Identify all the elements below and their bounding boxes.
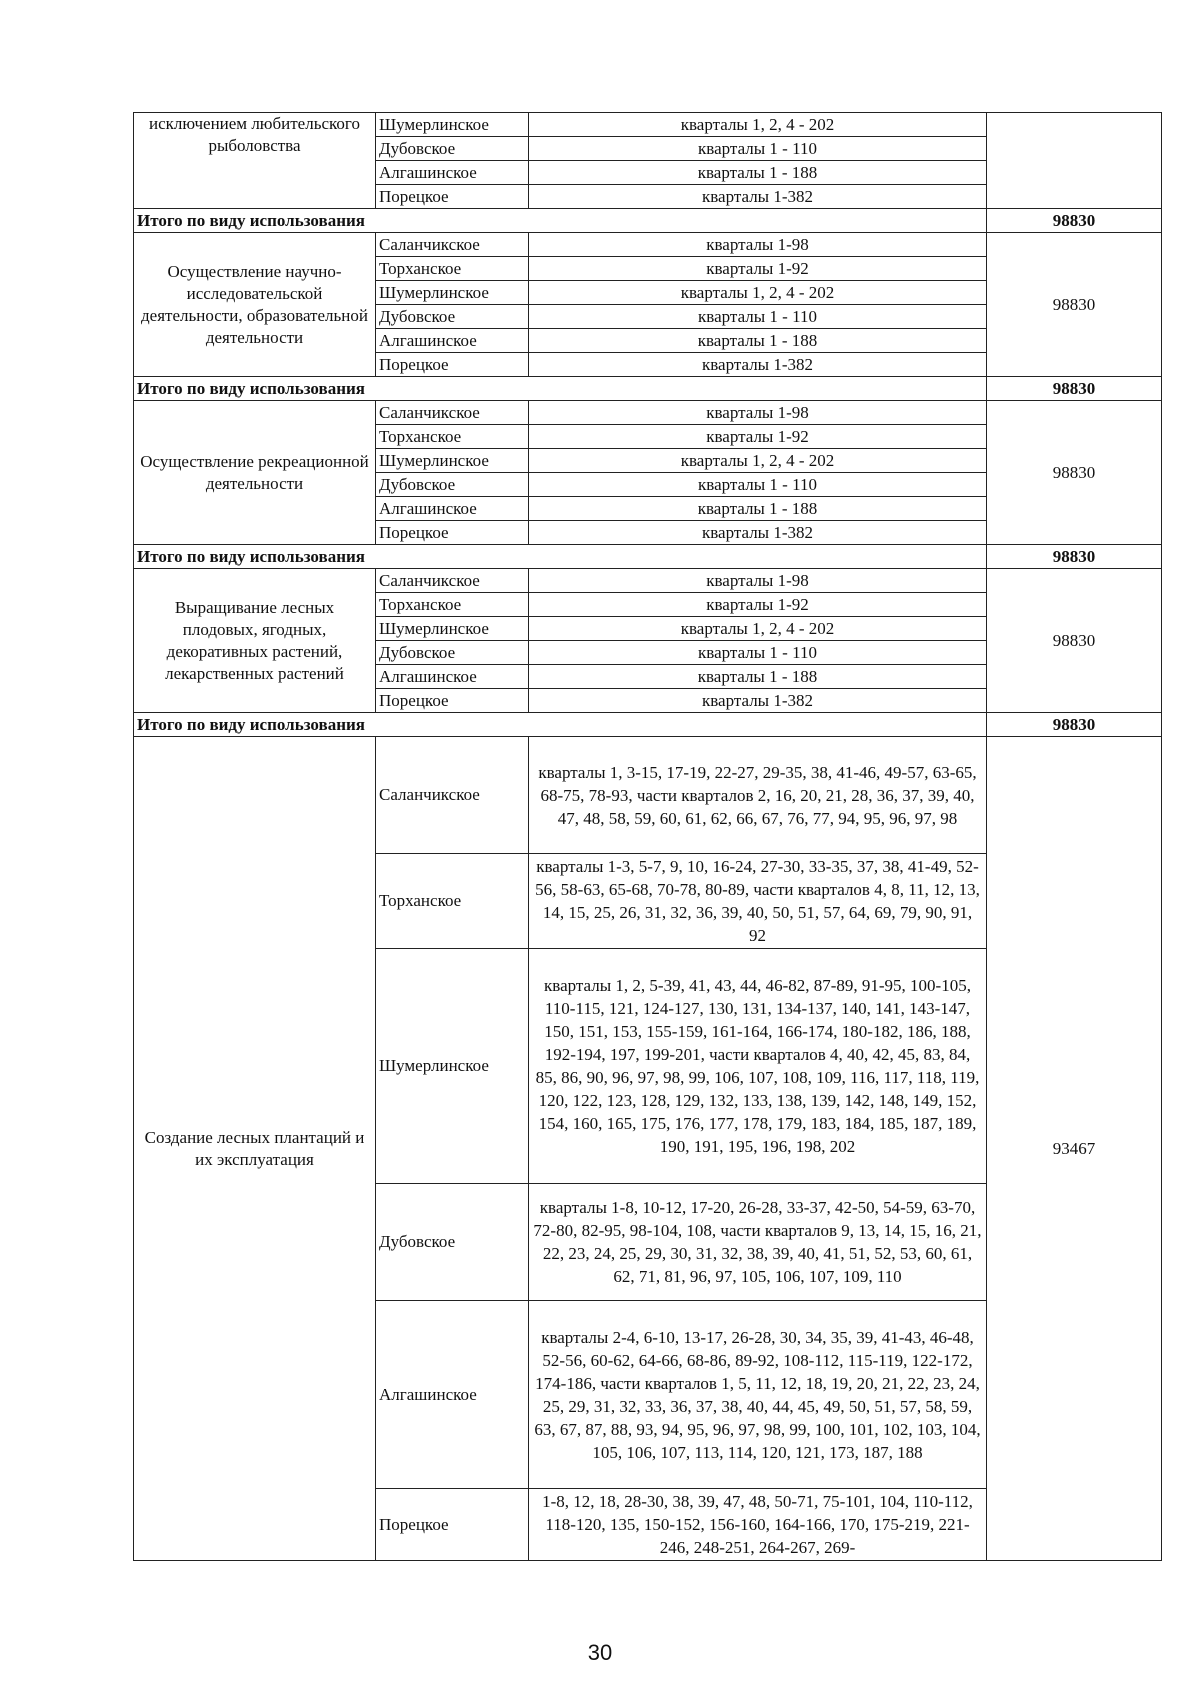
- forestry-cell: Торханское: [376, 425, 529, 449]
- table-row: [134, 569, 1162, 593]
- forestry-cell: Алгашинское: [376, 497, 529, 521]
- quarters-cell: кварталы 1, 2, 4 - 202: [529, 281, 987, 305]
- quarters-cell: кварталы 1-8, 10-12, 17-20, 26-28, 33-37, 42-50, 54-59, 63-70, 72-80, 82-95, 98-104, 108, части кварталов 9, 13, 14, 15, 16, 21, 22, 23, 24, 25, 29, 30, 31, 32, 38, 39, 40, 41, 51, 52, 53, 60, 61, 62, 71, 81, 96, 97, 105, 106, 107, 109, 110: [529, 1184, 987, 1301]
- forestry-cell: Дубовское: [376, 137, 529, 161]
- forestry-cell: Шумерлинское: [376, 449, 529, 473]
- use-type-cell: Создание лесных плантаций и их эксплуатация: [134, 737, 376, 1561]
- quarters-cell: кварталы 1 - 110: [529, 305, 987, 329]
- forestry-cell: Порецкое: [376, 353, 529, 377]
- area-cell: 98830: [987, 233, 1162, 377]
- quarters-cell: кварталы 1, 2, 5-39, 41, 43, 44, 46-82, 87-89, 91-95, 100-105, 110-115, 121, 124-127, 130, 131, 134-137, 140, 141, 143-147, 150, 151, 153, 155-159, 161-164, 166-174, 180-182, 186, 188, 192-194, 197, 199-201, части кварталов 4, 40, 42, 45, 83, 84, 85, 86, 90, 96, 97, 98, 99, 106, 107, 108, 109, 116, 117, 118, 119, 120, 122, 123, 128, 129, 132, 133, 138, 139, 142, 148, 149, 152, 154, 160, 165, 175, 176, 177, 178, 179, 183, 184, 185, 187, 189, 190, 191, 195, 196, 198, 202: [529, 949, 987, 1184]
- total-label: Итого по виду использования: [134, 545, 987, 569]
- total-label: Итого по виду использования: [134, 377, 987, 401]
- total-row: [134, 713, 1162, 737]
- forestry-cell: Дубовское: [376, 1184, 529, 1301]
- quarters-cell: кварталы 1 - 110: [529, 473, 987, 497]
- forestry-cell: Торханское: [376, 257, 529, 281]
- total-row: [134, 545, 1162, 569]
- forestry-cell: Порецкое: [376, 689, 529, 713]
- area-cell: 93467: [987, 737, 1162, 1561]
- forestry-cell: Саланчикское: [376, 569, 529, 593]
- forestry-cell: Алгашинское: [376, 329, 529, 353]
- quarters-cell: кварталы 1 - 110: [529, 137, 987, 161]
- quarters-cell: кварталы 1-382: [529, 185, 987, 209]
- forest-use-table: [133, 112, 1162, 1561]
- forestry-cell: Дубовское: [376, 641, 529, 665]
- use-type-cell: Осуществление рекреационной деятельности: [134, 401, 376, 545]
- table-row: [134, 737, 1162, 854]
- forestry-cell: Порецкое: [376, 521, 529, 545]
- table-row: [134, 401, 1162, 425]
- forestry-cell: Дубовское: [376, 473, 529, 497]
- quarters-cell: кварталы 1 - 110: [529, 641, 987, 665]
- quarters-cell: кварталы 1-92: [529, 257, 987, 281]
- use-type-cell: Осуществление научно-исследовательской деятельности, образовательной деятельности: [134, 233, 376, 377]
- total-value: 98830: [987, 209, 1162, 233]
- quarters-cell: кварталы 1-382: [529, 521, 987, 545]
- total-label: Итого по виду использования: [134, 713, 987, 737]
- forestry-cell: Саланчикское: [376, 401, 529, 425]
- forestry-cell: Алгашинское: [376, 1301, 529, 1489]
- total-row: [134, 377, 1162, 401]
- quarters-cell: кварталы 1-98: [529, 233, 987, 257]
- quarters-cell: кварталы 1-382: [529, 353, 987, 377]
- page-number: 30: [587, 1640, 613, 1665]
- total-value: 98830: [987, 545, 1162, 569]
- quarters-cell: кварталы 1-92: [529, 593, 987, 617]
- forestry-cell: Саланчикское: [376, 233, 529, 257]
- quarters-cell: кварталы 1-98: [529, 401, 987, 425]
- total-label: Итого по виду использования: [134, 209, 987, 233]
- quarters-cell: кварталы 1, 2, 4 - 202: [529, 617, 987, 641]
- quarters-cell: кварталы 1, 3-15, 17-19, 22-27, 29-35, 38, 41-46, 49-57, 63-65, 68-75, 78-93, части кварталов 2, 16, 20, 21, 28, 36, 37, 39, 40, 47, 48, 58, 59, 60, 61, 62, 66, 67, 76, 77, 94, 95, 96, 97, 98: [529, 737, 987, 854]
- table-row: [134, 113, 1162, 137]
- forestry-cell: Шумерлинское: [376, 617, 529, 641]
- forestry-cell: Торханское: [376, 854, 529, 949]
- forestry-cell: Торханское: [376, 593, 529, 617]
- total-value: 98830: [987, 713, 1162, 737]
- quarters-cell: кварталы 1-98: [529, 569, 987, 593]
- total-row: [134, 209, 1162, 233]
- forestry-cell: Алгашинское: [376, 665, 529, 689]
- total-value: 98830: [987, 377, 1162, 401]
- quarters-cell: кварталы 2-4, 6-10, 13-17, 26-28, 30, 34, 35, 39, 41-43, 46-48, 52-56, 60-62, 64-66, 68-86, 89-92, 108-112, 115-119, 122-172, 174-186, части кварталов 1, 5, 11, 12, 18, 19, 20, 21, 22, 23, 24, 25, 29, 31, 32, 33, 36, 37, 38, 40, 44, 45, 49, 50, 51, 57, 58, 59, 63, 67, 87, 88, 93, 94, 95, 96, 97, 98, 99, 100, 101, 102, 103, 104, 105, 106, 107, 113, 114, 120, 121, 173, 187, 188: [529, 1301, 987, 1489]
- quarters-cell: кварталы 1 - 188: [529, 497, 987, 521]
- area-cell: 98830: [987, 569, 1162, 713]
- forestry-cell: Саланчикское: [376, 737, 529, 854]
- area-cell: 98830: [987, 401, 1162, 545]
- forestry-cell: Шумерлинское: [376, 113, 529, 137]
- quarters-cell: кварталы 1 - 188: [529, 665, 987, 689]
- quarters-cell: кварталы 1, 2, 4 - 202: [529, 449, 987, 473]
- quarters-cell: кварталы 1 - 188: [529, 161, 987, 185]
- use-type-cell: Выращивание лесных плодовых, ягодных, декоративных растений, лекарственных растений: [134, 569, 376, 713]
- table-row: [134, 233, 1162, 257]
- quarters-cell: кварталы 1-382: [529, 689, 987, 713]
- forestry-cell: Дубовское: [376, 305, 529, 329]
- area-cell: [987, 113, 1162, 209]
- quarters-cell: 1-8, 12, 18, 28-30, 38, 39, 47, 48, 50-71, 75-101, 104, 110-112, 118-120, 135, 150-152, 156-160, 164-166, 170, 175-219, 221-246, 248-251, 264-267, 269-: [529, 1489, 987, 1561]
- forestry-cell: Порецкое: [376, 1489, 529, 1561]
- quarters-cell: кварталы 1-92: [529, 425, 987, 449]
- quarters-cell: кварталы 1-3, 5-7, 9, 10, 16-24, 27-30, 33-35, 37, 38, 41-49, 52-56, 58-63, 65-68, 70-78, 80-89, части кварталов 4, 8, 11, 12, 13, 14, 15, 25, 26, 31, 32, 36, 39, 40, 50, 51, 57, 64, 69, 79, 90, 91, 92: [529, 854, 987, 949]
- forestry-cell: Алгашинское: [376, 161, 529, 185]
- quarters-cell: кварталы 1, 2, 4 - 202: [529, 113, 987, 137]
- use-type-cell: исключением любительского рыболовства: [134, 113, 376, 209]
- forestry-cell: Шумерлинское: [376, 949, 529, 1184]
- forestry-cell: Порецкое: [376, 185, 529, 209]
- forestry-cell: Шумерлинское: [376, 281, 529, 305]
- quarters-cell: кварталы 1 - 188: [529, 329, 987, 353]
